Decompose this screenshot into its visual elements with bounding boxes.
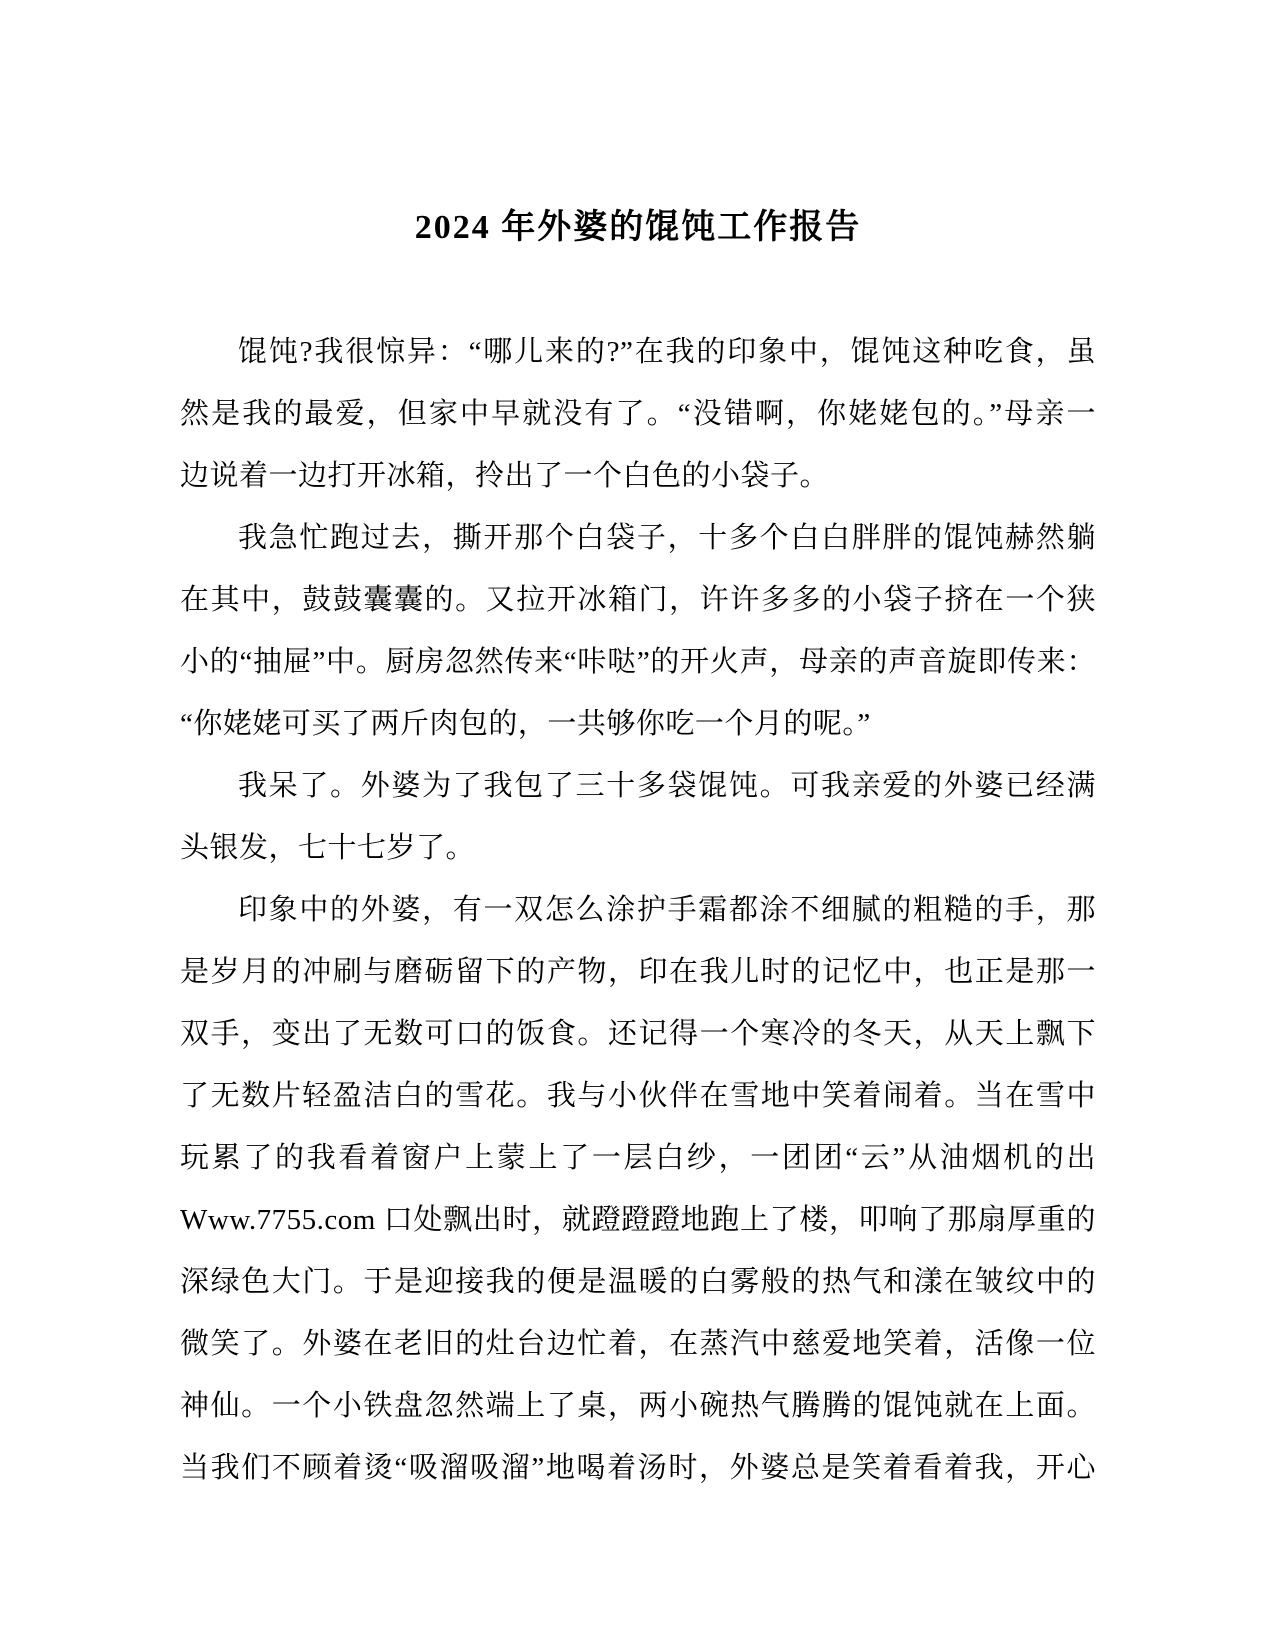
document-body — [180, 321, 1096, 1499]
document-title: 2024 年外婆的馄饨工作报告 — [414, 209, 862, 246]
body-line: 馄饨?我很惊异：“哪儿来的?”在我的印象中，馄饨这种吃食，虽 — [238, 336, 1096, 368]
body-line: 边说着一边打开冰箱，拎出了一个白色的小袋子。 — [180, 460, 830, 492]
body-line: 我急忙跑过去，撕开那个白袋子，十多个白白胖胖的馄饨赫然躺 — [238, 522, 1096, 554]
body-line: “你姥姥可买了两斤肉包的，一共够你吃一个月的呢。” — [180, 708, 871, 740]
body-line: 玩累了的我看着窗户上蒙上了一层白纱，一团团“云”从油烟机的出 — [180, 1142, 1096, 1174]
body-line: 印象中的外婆，有一双怎么涂护手霜都涂不细腻的粗糙的手，那 — [238, 894, 1096, 926]
body-line: 神仙。一个小铁盘忽然端上了桌，两小碗热气腾腾的馄饨就在上面。 — [180, 1390, 1096, 1422]
body-line: 小的“抽屉”中。厨房忽然传来“咔哒”的开火声，母亲的声音旋即传来： — [180, 646, 1096, 678]
body-line: Www.7755.com 口处飘出时，就蹬蹬蹬地跑上了楼，叩响了那扇厚重的 — [180, 1204, 1096, 1236]
body-line: 我呆了。外婆为了我包了三十多袋馄饨。可我亲爱的外婆已经满 — [238, 770, 1096, 802]
body-line: 双手，变出了无数可口的饭食。还记得一个寒冷的冬天，从天上飘下 — [180, 1018, 1096, 1050]
body-line: 深绿色大门。于是迎接我的便是温暖的白雾般的热气和漾在皱纹中的 — [180, 1266, 1096, 1298]
body-line: 在其中，鼓鼓囊囊的。又拉开冰箱门，许许多多的小袋子挤在一个狭 — [180, 584, 1096, 616]
body-line: 当我们不顾着烫“吸溜吸溜”地喝着汤时，外婆总是笑着看着我，开心 — [180, 1452, 1096, 1484]
body-line: 然是我的最爱，但家中早就没有了。“没错啊，你姥姥包的。”母亲一 — [180, 398, 1096, 430]
body-line: 头银发，七十七岁了。 — [180, 832, 476, 864]
body-line: 了无数片轻盈洁白的雪花。我与小伙伴在雪地中笑着闹着。当在雪中 — [180, 1080, 1096, 1112]
body-line: 微笑了。外婆在老旧的灶台边忙着，在蒸汽中慈爱地笑着，活像一位 — [180, 1328, 1096, 1360]
body-line: 是岁月的冲刷与磨砺留下的产物，印在我儿时的记忆中，也正是那一 — [180, 956, 1096, 988]
